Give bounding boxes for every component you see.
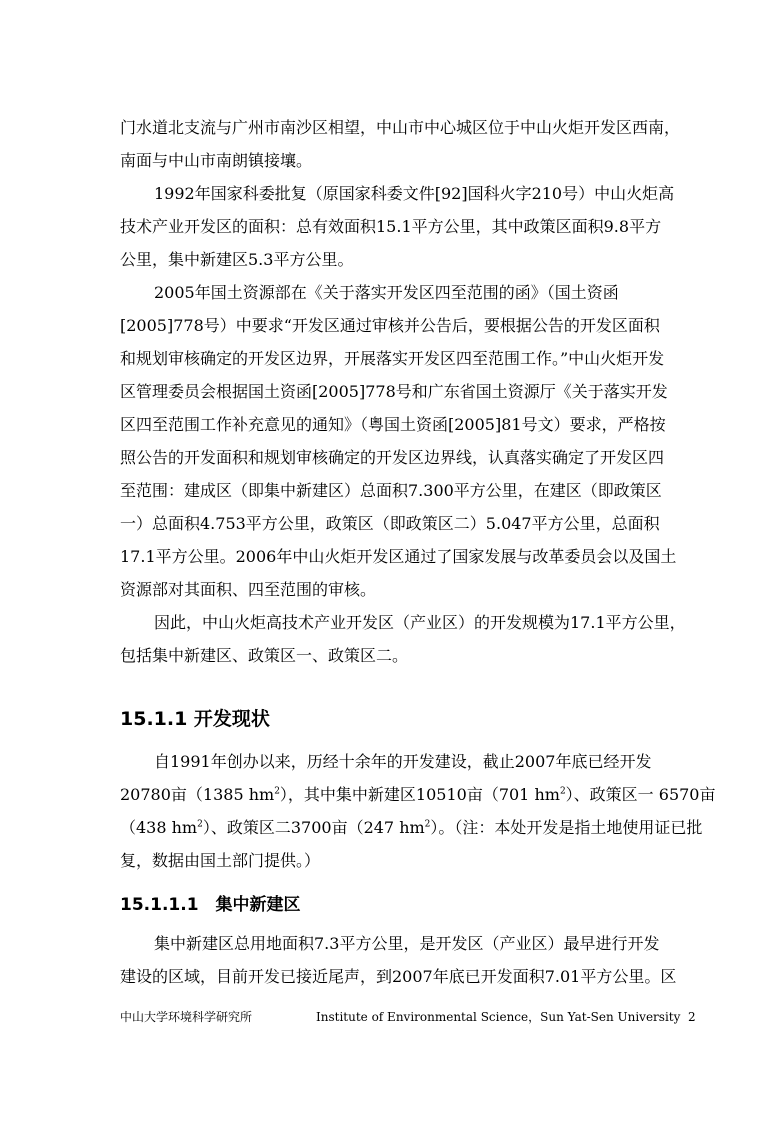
document-page: 门水道北支流与广州市南沙区相望，中山市中心城区位于中山火炬开发区西南， 南面与中山市南朗镇接壤。 1992年国家科委批复（原国家科委文件[92]国科火字210号）中山火炬高 技术产业开发区的面积：总有效面积15.1平方公里，其中政策区面积9.8平方 公里，集中新建区5.3平方公里。 2005年国土资源部在《关于落实开发区四至范围的函》（国土资函 [2005]778号）中要求“开发区通过审核并公告后，要根据公告的开发区面积 和规划审核确定的开发区边界，开展落实开发区四至范围工作。”中山火炬开发 区管理委员会根据国土资函[2005]778号和广东省国土资源厅《关于落实开发 区四至范围工作补充意见的通知》（粤国土资函[2005]81号文）要求，严格按 照公告的开发面积和规划审核确定的开发区边界线，认真落实确定了开发区四 至范围：建成区（即集中新建区）总面积7.300平方公里，在建区（即政策区 一）总面积4.753平方公里，政策区（即政策区二）5.047平方公里，总面积 17.1平方公里。2006年中山火炬开发区通过了国家发展与改革委员会以及国土 资源部对其面积、四至范围的审核。 因此，中山火炬高技术产业开发区（产业区）的开发规模为17.1平方公里， 包括集中新建区、政策区一、政策区二。 15.1.1 开发现状 自1991年创办以来，历经十余年的开发建设，截止2007年底已经开发 20780亩（1385 $hm^2$），其中集中新建区10510亩（701 $hm^2$）、政策区一 6570亩 （438 $hm^2$）、政策区二3700亩（247 $hm^2$）。（注：本处开发是指土地使用证已批 复，数据由国土部门提供。） 15.1.1.1 集中新建区 集中新建区总用地面积7.3平方公里，是开发区（产业区）最早进行开发 建设的区域，目前开发已接近尾声，到2007年底已开发面积7.01平方公里。区 中山大学环境科学研究所 Institute of Environmental Science，Sun Yat-Sen University 2 — [120, 118, 716, 1024]
footer-institute-en: Institute of Environmental Science，Sun Yat-Sen University — [316, 1010, 681, 1024]
page-number: 2 — [688, 1010, 696, 1024]
subsection-heading: 15.1.1.1 集中新建区 — [120, 895, 301, 915]
page-footer — [120, 1010, 696, 1024]
section-heading: 15.1.1 开发现状 — [120, 708, 270, 730]
footer-institute-cn: 中山大学环境科学研究所 — [120, 1010, 253, 1024]
